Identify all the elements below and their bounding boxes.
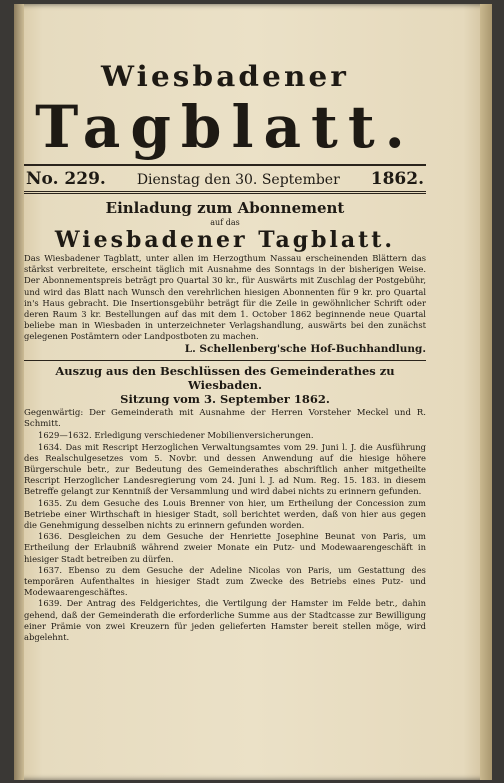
council-item: 1635. Zu dem Gesuche des Louis Brenner von hier, um Ertheilung der Concession zum Betriebe einer Wirthschaft in hiesiger Stadt, soll berichtet werden, daß von hier aus gegen die Genehmigung desselben nichts zu erinnern gefunden worden.: [24, 497, 426, 531]
invitation-signature: L. Schellenberg'sche Hof-Buchhandlung.: [184, 342, 426, 355]
invitation-title: Einladung zum Abonnement: [105, 199, 345, 217]
issue-number: No. 229.: [26, 169, 106, 189]
council-session: Sitzung vom 3. September 1862.: [120, 391, 330, 406]
invitation-body: Das Wiesbadener Tagblatt, unter allen im Herzogthum Nassau erscheinenden Blättern das stärkst verbreitete, erscheint täglich mit Ausnahme des Sonntags in der bisherigen Weise. Der Abonnementspreis beträgt pro Quartal 30 kr., für Auswärts mit Zuschlag der Postgebühr, und wird das Blatt nach Wunsch den verehrlichen hiesigen Abonnenten für 9 kr. pro Quartal in's Haus gebracht. Die Insertionsgebühr beträgt für die Zeile in gewöhnlicher Schrift oder deren Raum 3 kr. Bestellungen auf das mit dem 1. October 1862 beginnende neue Quartal beliebe man in Wiesbaden in unterzeichneter Verlagshandlung, auswärts bei den zunächst gelegenen Postämtern oder Landpostboten zu machen.: [24, 253, 426, 342]
council-item: 1634. Das mit Rescript Herzoglichen Verwaltungsamtes vom 29. Juni l. J. die Ausführung des Realschulgesetzes vom 5. Novbr. und dessen Anwendung auf die hiesige höhere Bürgerschule betr., zur Bedeutung des Gemeinderathes abschriftlich anher mitgetheilte Rescript Herzoglicher Landesregierung vom 24. Juni l. J. ad Num. Reg. 15. 183. in diesem Betreffe gelangt zur Kenntniß der Versammlung und wird dabei nichts zu erinnern gefunden.: [24, 441, 426, 497]
invitation-paper-name: Wiesbadener Tagblatt.: [54, 227, 396, 253]
council-item: 1636. Desgleichen zu dem Gesuche der Henriette Josephine Beunat von Paris, um Ertheilung der Erlaubniß während zweier Monate ein Putz- und Modewaarengeschäft in hiesiger Stadt betreiben zu dürfen.: [24, 531, 426, 564]
section-divider: [24, 360, 426, 361]
page-content: [24, 60, 426, 643]
council-item: 1639. Der Antrag des Feldgerichtes, die Vertilgung der Hamster im Felde betr., dahin gehend, daß der Gemeinderath die erforderliche Summe aus der Stadtcasse zur Bewilligung einer Prämie von zwei Kreuzern für jeden gelieferten Hamster bereit stellen möge, wird abgelehnt.: [24, 598, 426, 643]
council-item: 1637. Ebenso zu dem Gesuche der Adeline Nicolas von Paris, um Gestattung des temporären Aufenthaltes in hiesiger Stadt zum Zwecke des Betriebs eines Putz- und Modewaarengeschäftes.: [24, 564, 426, 598]
issue-date: Dienstag den 30. September: [136, 172, 340, 188]
council-title: Auszug aus den Beschlüssen des Gemeinderathes zu Wiesbaden.: [55, 363, 395, 392]
issue-year: 1862.: [370, 169, 424, 189]
issue-bar: [24, 164, 426, 194]
page-right-edge: [480, 4, 492, 780]
masthead-line-1: Wiesbadener: [100, 60, 350, 93]
masthead-line-2: Tagblatt.: [35, 93, 415, 161]
page-binding-edge: [14, 4, 24, 780]
council-item: 1629—1632. Erledigung verschiedener Mobilienversicherungen.: [38, 430, 314, 441]
council-present: Gegenwärtig: Der Gemeinderath mit Ausnahme der Herren Vorsteher Meckel und R. Schmitt.: [24, 407, 426, 430]
invitation-sub: auf das: [210, 218, 240, 227]
